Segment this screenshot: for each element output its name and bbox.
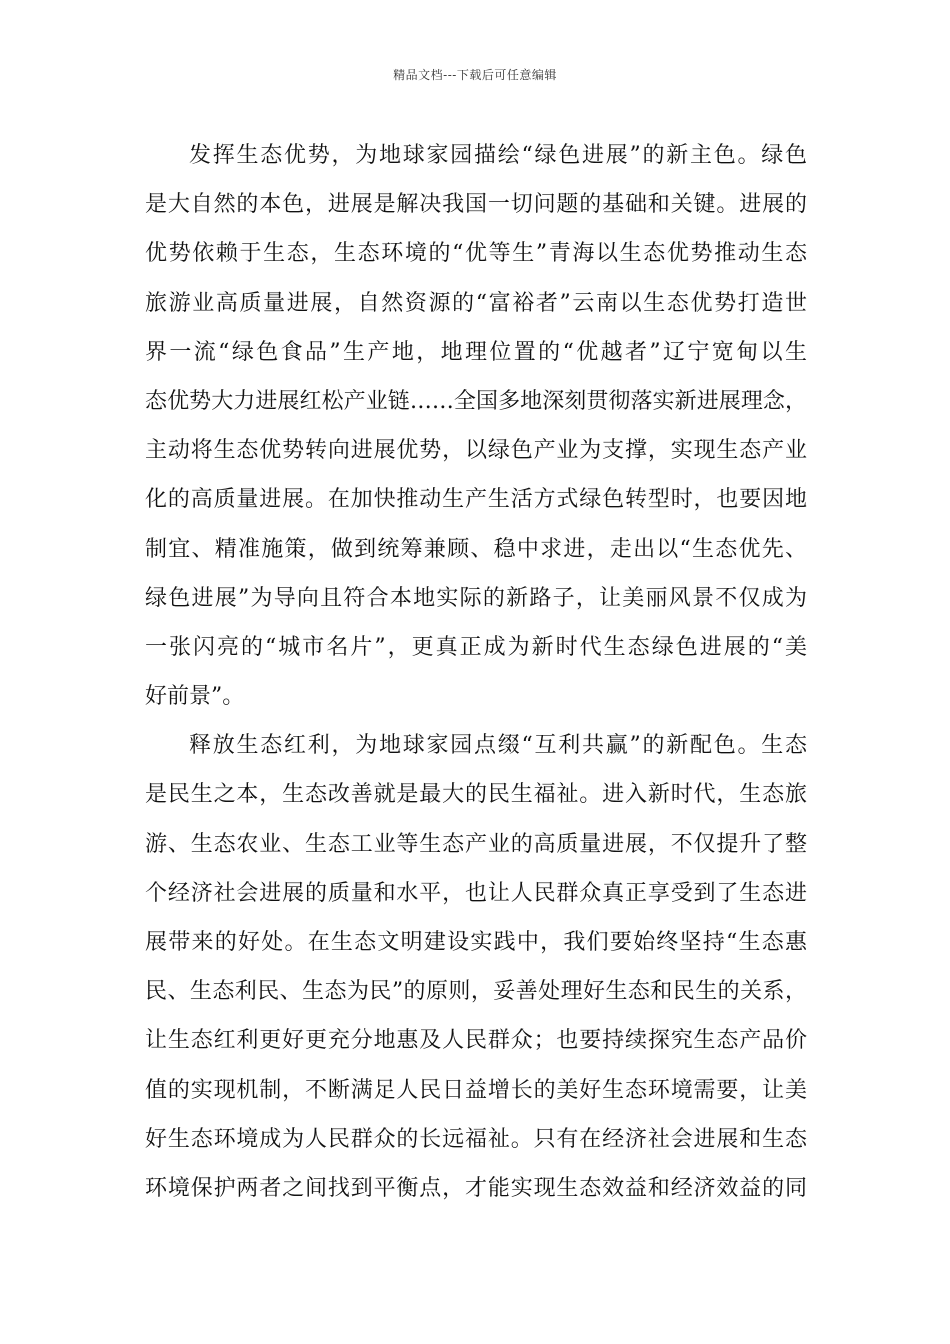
text-line: 是民生之本，生态改善就是最大的民生福祉。进入新时代，生态旅 bbox=[145, 782, 807, 808]
paragraph-1 bbox=[145, 131, 807, 721]
paragraph-2 bbox=[145, 721, 807, 1213]
text-line: 态优势大力进展红松产业链……全国多地深刻贯彻落实新进展理念， bbox=[145, 388, 807, 414]
page-header: 精品文档---下载后可任意编辑 bbox=[393, 68, 557, 82]
text-line: 主动将生态优势转向进展优势，以绿色产业为支撑，实现生态产业 bbox=[145, 438, 807, 464]
text-line: 游、生态农业、生态工业等生态产业的高质量进展，不仅提升了整 bbox=[145, 831, 807, 857]
text-line: 绿色进展”为导向且符合本地实际的新路子，让美丽风景不仅成为 bbox=[145, 585, 807, 611]
text-line: 好生态环境成为人民群众的长远福祉。只有在经济社会进展和生态 bbox=[145, 1126, 807, 1152]
text-line: 旅游业高质量进展，自然资源的“富裕者”云南以生态优势打造世 bbox=[145, 290, 807, 316]
text-line: 民、生态利民、生态为民”的原则，妥善处理好生态和民生的关系， bbox=[145, 979, 807, 1005]
text-line: 化的高质量进展。在加快推动生产生活方式绿色转型时，也要因地 bbox=[145, 487, 807, 513]
text-line: 界一流“绿色食品”生产地，地理位置的“优越者”辽宁宽甸以生 bbox=[145, 339, 807, 365]
text-line: 优势依赖于生态，生态环境的“优等生”青海以生态优势推动生态 bbox=[145, 241, 807, 267]
text-line: 环境保护两者之间找到平衡点，才能实现生态效益和经济效益的同 bbox=[145, 1175, 807, 1201]
document-body bbox=[145, 131, 807, 1213]
text-line: 值的实现机制，不断满足人民日益增长的美好生态环境需要，让美 bbox=[145, 1077, 807, 1103]
text-line: 是大自然的本色，进展是解决我国一切问题的基础和关键。进展的 bbox=[145, 192, 807, 218]
text-line: 好前景”。 bbox=[145, 684, 245, 710]
text-line: 制宜、精准施策，做到统筹兼顾、稳中求进，走出以“生态优先、 bbox=[145, 536, 807, 562]
text-line: 个经济社会进展的质量和水平，也让人民群众真正享受到了生态进 bbox=[145, 880, 807, 906]
text-line: 释放生态红利，为地球家园点缀“互利共赢”的新配色。生态 bbox=[189, 733, 807, 759]
text-line: 让生态红利更好更充分地惠及人民群众；也要持续探究生态产品价 bbox=[145, 1028, 807, 1054]
text-line: 一张闪亮的“城市名片”，更真正成为新时代生态绿色进展的“美 bbox=[145, 634, 807, 660]
text-line: 发挥生态优势，为地球家园描绘“绿色进展”的新主色。绿色 bbox=[189, 143, 807, 168]
text-line: 展带来的好处。在生态文明建设实践中，我们要始终坚持“生态惠 bbox=[145, 930, 807, 955]
